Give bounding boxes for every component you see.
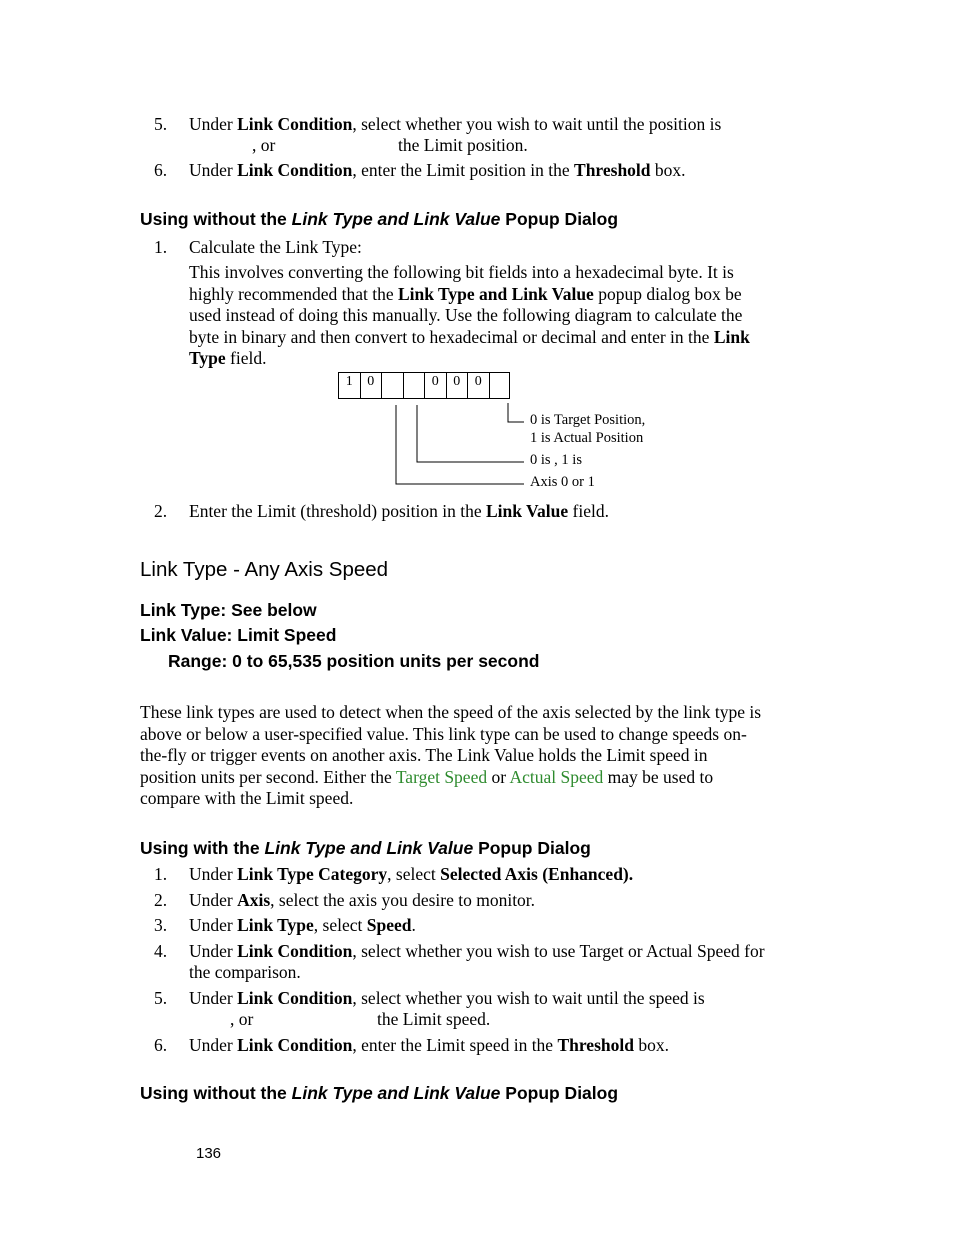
target-speed-link[interactable]: Target Speed xyxy=(395,767,488,787)
section-title: Link Type - Any Axis Speed xyxy=(140,558,389,581)
paragraph-line: This involves converting the following bit fields into a hexadecimal byte. It is xyxy=(189,262,734,282)
list-number: 1. xyxy=(154,237,168,257)
paragraph-line: position units per second. Either the Target Speed or Actual Speed may be used to xyxy=(140,767,714,787)
list-item-text: the comparison. xyxy=(189,962,301,982)
list-number: 6. xyxy=(154,1035,168,1055)
bit-cell: 1 xyxy=(338,372,360,399)
actual-speed-link[interactable]: Actual Speed xyxy=(509,767,604,787)
list-number: 2. xyxy=(154,890,168,910)
page-number: 136 xyxy=(196,1145,222,1162)
paragraph-line: used instead of doing this manually. Use the following diagram to calculate the xyxy=(189,305,743,325)
link-type-label: Link Type: See below xyxy=(140,600,317,620)
paragraph-line: compare with the Limit speed. xyxy=(140,788,354,808)
paragraph-line: highly recommended that the Link Type and Link Value popup dialog box be xyxy=(189,284,742,304)
list-item-fragment: the Limit position. xyxy=(398,135,528,155)
paragraph-line: These link types are used to detect when the speed of the axis selected by the link type is xyxy=(140,702,762,722)
list-number: 5. xyxy=(154,114,168,134)
bit-cell: 0 xyxy=(446,372,468,399)
bit-cell: 0 xyxy=(424,372,446,399)
paragraph-line: above or below a user-specified value. This link type can be used to change speeds on- xyxy=(140,724,747,744)
subheading-without-dialog-2: Using without the Link Type and Link Value Popup Dialog xyxy=(140,1083,619,1103)
paragraph-line: the-fly or trigger events on another axis. The Link Value holds the Limit speed in xyxy=(140,745,708,765)
list-item-fragment: the Limit speed. xyxy=(377,1009,491,1029)
list-item-text: Calculate the Link Type: xyxy=(189,237,362,257)
paragraph-line: Type field. xyxy=(189,348,267,368)
list-item-text: Under Link Condition, select whether you wish to wait until the speed is xyxy=(189,988,705,1008)
list-number: 6. xyxy=(154,160,168,180)
list-number: 4. xyxy=(154,941,168,961)
list-number: 3. xyxy=(154,915,168,935)
list-item-text: Under Axis, select the axis you desire to monitor. xyxy=(189,890,536,910)
list-item-text: Enter the Limit (threshold) position in the Link Value field. xyxy=(189,501,609,521)
diagram-label: 0 is Target Position, xyxy=(530,412,646,428)
diagram-label: Axis 0 or 1 xyxy=(530,474,595,490)
list-item-fragment: , or xyxy=(230,1009,254,1029)
list-item-text: Under Link Condition, select whether you wish to wait until the position is xyxy=(189,114,722,134)
connector-line-bit0 xyxy=(508,403,524,422)
subheading-with-dialog: Using with the Link Type and Link Value Popup Dialog xyxy=(140,838,591,858)
paragraph-line: byte in binary and then convert to hexadecimal or decimal and enter in the Link xyxy=(189,327,750,347)
list-item-text: Under Link Condition, enter the Limit speed in the Threshold box. xyxy=(189,1035,669,1055)
list-item-text: Under Link Condition, enter the Limit position in the Threshold box. xyxy=(189,160,686,180)
subheading-without-dialog: Using without the Link Type and Link Value Popup Dialog xyxy=(140,209,619,229)
list-number: 5. xyxy=(154,988,168,1008)
range-label: Range: 0 to 65,535 position units per second xyxy=(168,651,540,671)
list-item-fragment: , or xyxy=(252,135,276,155)
bit-cell: 0 xyxy=(467,372,489,399)
list-item-text: Under Link Type Category, select Selected Axis (Enhanced). xyxy=(189,864,634,884)
link-value-label: Link Value: Limit Speed xyxy=(140,625,337,645)
diagram-label: 0 is , 1 is xyxy=(530,452,582,468)
connector-line-bit3 xyxy=(396,405,524,484)
diagram-label: 1 is Actual Position xyxy=(530,430,644,446)
list-item-text: Under Link Type, select Speed. xyxy=(189,915,416,935)
list-item-text: Under Link Condition, select whether you wish to use Target or Actual Speed for xyxy=(189,941,765,961)
bit-cell: 0 xyxy=(360,372,382,399)
list-number: 2. xyxy=(154,501,168,521)
list-number: 1. xyxy=(154,864,168,884)
